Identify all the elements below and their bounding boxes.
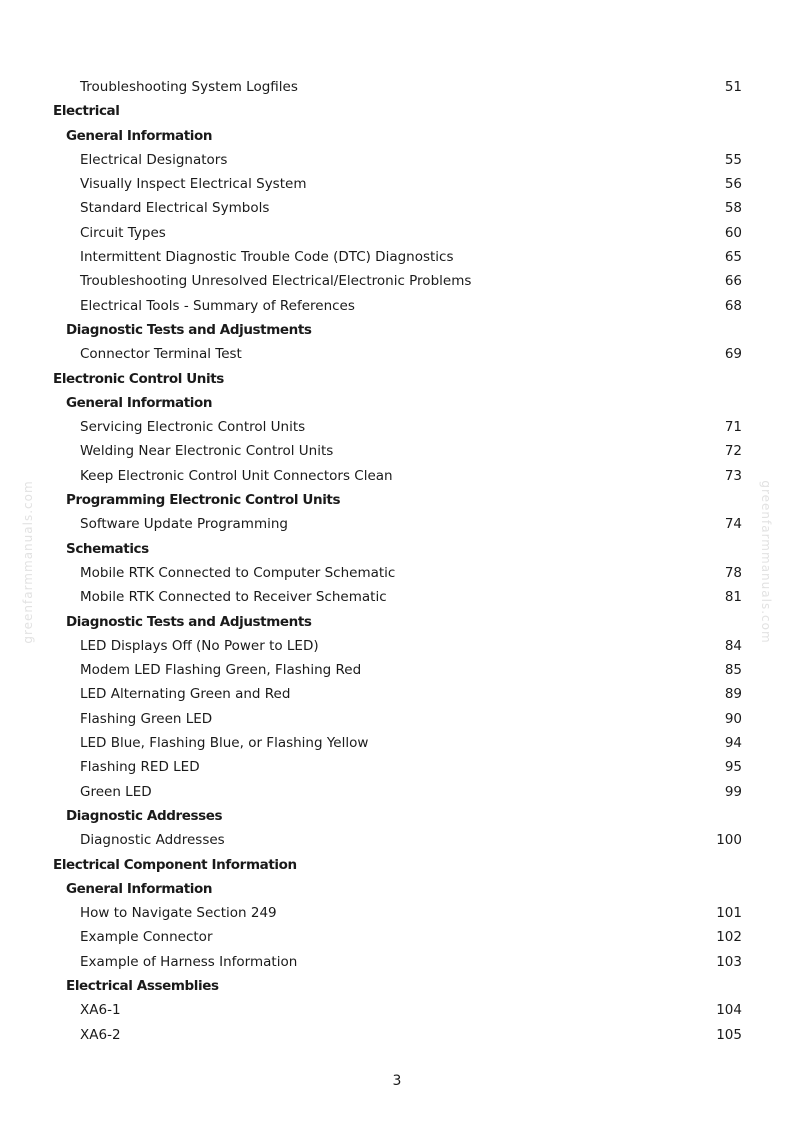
toc-entry[interactable] [0, 221, 794, 245]
toc-entry-page-number: 102 [716, 929, 742, 946]
toc-entry-title: Intermittent Diagnostic Trouble Code (DTC) Diagnostics [80, 249, 454, 266]
toc-entry[interactable] [0, 1023, 794, 1047]
toc-entry[interactable] [0, 682, 794, 706]
toc-entry-title: Example Connector [80, 929, 213, 946]
toc-entry[interactable] [0, 634, 794, 658]
toc-entry-title: LED Displays Off (No Power to LED) [80, 637, 319, 654]
toc-entry-page-number: 101 [716, 905, 742, 922]
toc-entry[interactable] [0, 196, 794, 220]
toc-entry-title: General Information [66, 880, 213, 897]
toc-entry-page-number: 58 [724, 200, 742, 217]
toc-entry[interactable] [0, 755, 794, 779]
toc-entry-page-number: 89 [724, 686, 742, 703]
toc-entry[interactable] [0, 75, 794, 99]
toc-entry-title: Example of Harness Information [80, 953, 298, 970]
toc-entry-title: XA6-2 [80, 1026, 121, 1043]
watermark-left: greenfarmmanuals.com [21, 480, 35, 644]
toc-entry[interactable] [0, 561, 794, 585]
toc-subsection-heading [0, 537, 794, 561]
toc-entry-title: Electrical [53, 103, 120, 120]
toc-entry-title: Green LED [80, 783, 152, 800]
toc-entry-title: Diagnostic Addresses [80, 832, 225, 849]
toc-entry-page-number: 81 [724, 589, 742, 606]
toc-entry-page-number: 90 [724, 710, 742, 727]
toc-subsection-heading [0, 804, 794, 828]
toc-entry-page-number: 74 [724, 516, 742, 533]
toc-entry-title: Servicing Electronic Control Units [80, 419, 306, 436]
toc-section-heading [0, 367, 794, 391]
toc-entry-page-number: 65 [724, 249, 742, 266]
toc-subsection-heading [0, 610, 794, 634]
toc-entry-title: Software Update Programming [80, 516, 288, 533]
toc-entry-title: Diagnostic Tests and Adjustments [66, 321, 312, 338]
toc-entry-page-number: 105 [716, 1026, 742, 1043]
toc-entry[interactable] [0, 780, 794, 804]
toc-entry-title: Flashing Green LED [80, 710, 213, 727]
toc-entry[interactable] [0, 245, 794, 269]
toc-entry[interactable] [0, 269, 794, 293]
toc-subsection-heading [0, 318, 794, 342]
toc-entry-page-number: 68 [724, 297, 742, 314]
toc-entry[interactable] [0, 342, 794, 366]
toc-entry-page-number: 99 [724, 783, 742, 800]
toc-entry-title: Electrical Designators [80, 151, 228, 168]
toc-entry-title: Electrical Component Information [53, 856, 297, 873]
toc-entry-page-number: 100 [716, 832, 742, 849]
toc-entry-title: Diagnostic Addresses [66, 807, 223, 824]
toc-entry[interactable] [0, 901, 794, 925]
toc-entry-title: Mobile RTK Connected to Receiver Schematic [80, 589, 387, 606]
table-of-contents [0, 75, 794, 1047]
toc-entry[interactable] [0, 464, 794, 488]
toc-entry[interactable] [0, 707, 794, 731]
toc-entry-title: Mobile RTK Connected to Computer Schematic [80, 564, 396, 581]
toc-entry-title: Electrical Assemblies [66, 977, 219, 994]
toc-entry-page-number: 72 [724, 443, 742, 460]
toc-entry[interactable] [0, 415, 794, 439]
toc-entry-page-number: 56 [724, 176, 742, 193]
toc-entry-title: Keep Electronic Control Unit Connectors Clean [80, 467, 393, 484]
toc-entry-title: Programming Electronic Control Units [66, 492, 341, 509]
toc-entry[interactable] [0, 658, 794, 682]
toc-subsection-heading [0, 488, 794, 512]
toc-entry-title: Standard Electrical Symbols [80, 200, 270, 217]
toc-section-heading [0, 99, 794, 123]
toc-entry[interactable] [0, 439, 794, 463]
toc-entry-page-number: 84 [724, 637, 742, 654]
watermark-right: greenfarmmanuals.com [759, 480, 773, 644]
page-number: 3 [392, 1073, 402, 1089]
toc-entry-page-number: 51 [724, 79, 742, 95]
toc-entry-page-number: 66 [724, 273, 742, 290]
toc-entry-title: Connector Terminal Test [80, 346, 242, 363]
toc-entry-title: Troubleshooting System Logfiles [80, 79, 298, 95]
toc-entry-page-number: 85 [724, 662, 742, 679]
toc-entry[interactable] [0, 731, 794, 755]
toc-entry[interactable] [0, 950, 794, 974]
toc-entry-title: Electronic Control Units [53, 370, 224, 387]
toc-entry-page-number: 60 [724, 224, 742, 241]
toc-entry-page-number: 78 [724, 564, 742, 581]
toc-entry-page-number: 94 [724, 735, 742, 752]
toc-entry[interactable] [0, 512, 794, 536]
toc-entry-title: Schematics [66, 540, 149, 557]
toc-entry-page-number: 71 [724, 419, 742, 436]
toc-entry-title: Troubleshooting Unresolved Electrical/Electronic Problems [80, 273, 472, 290]
toc-entry[interactable] [0, 925, 794, 949]
toc-subsection-heading [0, 974, 794, 998]
toc-entry-title: Visually Inspect Electrical System [80, 176, 307, 193]
toc-entry-title: Modem LED Flashing Green, Flashing Red [80, 662, 362, 679]
toc-entry-page-number: 69 [724, 346, 742, 363]
toc-entry-page-number: 55 [724, 151, 742, 168]
toc-entry-title: How to Navigate Section 249 [80, 905, 277, 922]
toc-entry-page-number: 73 [724, 467, 742, 484]
toc-entry-title: Circuit Types [80, 224, 166, 241]
toc-section-heading [0, 853, 794, 877]
toc-entry[interactable] [0, 828, 794, 852]
toc-entry-title: General Information [66, 394, 213, 411]
toc-entry-title: Diagnostic Tests and Adjustments [66, 613, 312, 630]
toc-subsection-heading [0, 124, 794, 148]
toc-entry[interactable] [0, 172, 794, 196]
toc-entry-page-number: 104 [716, 1002, 742, 1019]
toc-subsection-heading [0, 391, 794, 415]
toc-entry-title: General Information [66, 127, 213, 144]
toc-entry-page-number: 103 [716, 953, 742, 970]
toc-entry[interactable] [0, 148, 794, 172]
toc-entry-title: Welding Near Electronic Control Units [80, 443, 334, 460]
toc-entry-page-number: 95 [724, 759, 742, 776]
toc-entry-title: LED Alternating Green and Red [80, 686, 291, 703]
toc-entry[interactable] [0, 585, 794, 609]
toc-subsection-heading [0, 877, 794, 901]
toc-entry[interactable] [0, 998, 794, 1022]
toc-entry-title: XA6-1 [80, 1002, 121, 1019]
toc-entry-title: Flashing RED LED [80, 759, 200, 776]
toc-entry-title: Electrical Tools - Summary of References [80, 297, 355, 314]
toc-entry[interactable] [0, 294, 794, 318]
toc-entry-title: LED Blue, Flashing Blue, or Flashing Yellow [80, 735, 369, 752]
